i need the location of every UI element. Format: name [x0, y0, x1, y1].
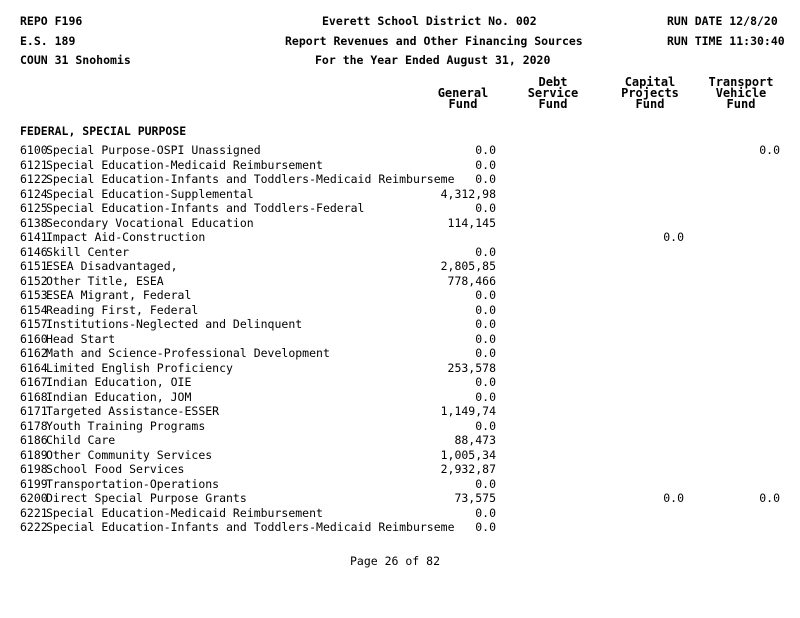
row-general-value: 0.0 — [475, 346, 496, 360]
row-code: 6189 — [20, 448, 48, 462]
row-code: 6198 — [20, 463, 48, 476]
row-general-value: 0.0 — [475, 505, 496, 520]
run-date: RUN DATE 12/8/20 — [667, 14, 778, 28]
row-code: 6141 — [20, 231, 48, 244]
row-code: 6146 — [20, 245, 48, 259]
row-code: 6151 — [20, 260, 48, 273]
row-general-value: 253,578 — [447, 360, 496, 375]
row-code: 6100 — [20, 144, 48, 157]
row-general-value: 73,575 — [454, 491, 496, 505]
row-description: Targeted Assistance-ESSER — [46, 404, 220, 418]
report-period: For the Year Ended August 31, 2020 — [315, 53, 551, 67]
row-general-value: 778,466 — [447, 273, 496, 288]
row-general-value: 0.0 — [475, 476, 496, 491]
report-title: Report Revenues and Other Financing Sources — [285, 34, 583, 48]
row-description: Special Education-Infants and Toddlers-Federal — [46, 201, 365, 215]
row-general-value: 0.0 — [475, 143, 496, 157]
row-description: Impact Aid-Construction — [46, 230, 206, 244]
row-description: Special Education-Infants and Toddlers-Medicaid Reimburseme — [46, 172, 455, 186]
section-title: FEDERAL, SPECIAL PURPOSE — [20, 124, 187, 138]
row-code: 6153 — [20, 289, 48, 302]
row-description: Other Title, ESEA — [46, 273, 164, 288]
row-general-value: 88,473 — [454, 433, 496, 447]
row-code: 6121 — [20, 158, 48, 172]
row-code: 6222 — [20, 521, 48, 534]
row-general-value: 2,805,85 — [440, 259, 496, 273]
row-description: Special Education-Medicaid Reimbursement — [46, 157, 323, 172]
row-code: 6164 — [20, 361, 48, 375]
county: COUN 31 Snohomis — [20, 53, 131, 67]
row-description: Youth Training Programs — [46, 418, 206, 433]
row-description: ESEA Migrant, Federal — [46, 288, 192, 302]
row-general-value: 0.0 — [475, 302, 496, 317]
row-description: Indian Education, JOM — [46, 389, 192, 404]
row-code: 6186 — [20, 434, 48, 447]
row-general-value: 0.0 — [475, 201, 496, 215]
row-code: 6152 — [20, 274, 48, 288]
row-general-value: 1,149,74 — [440, 404, 496, 418]
row-code: 6162 — [20, 347, 48, 360]
row-description: Institutions-Neglected and Delinquent — [46, 317, 303, 331]
row-general-value: 114,145 — [447, 215, 496, 230]
row-description: Special Education-Supplemental — [46, 186, 254, 201]
row-description: Reading First, Federal — [46, 302, 199, 317]
row-description: Skill Center — [46, 244, 130, 259]
col-transport-vehicle-fund: Transport Vehicle Fund — [708, 75, 774, 111]
row-description: Special Education-Medicaid Reimbursement — [46, 505, 323, 520]
row-description: Special Education-Infants and Toddlers-Medicaid Reimburseme — [46, 520, 455, 534]
row-general-value: 4,312,98 — [440, 186, 496, 201]
row-transport-value: 0.0 — [759, 491, 780, 505]
row-description: Transportation-Operations — [46, 476, 220, 491]
report-id: REPO F196 — [20, 14, 83, 28]
col-capital-projects-fund: Capital Projects Fund — [621, 75, 679, 111]
es-number: E.S. 189 — [20, 34, 76, 48]
row-description: Secondary Vocational Education — [46, 215, 254, 230]
row-code: 6178 — [20, 419, 48, 433]
row-description: Special Purpose-OSPI Unassigned — [46, 143, 261, 157]
row-description: Indian Education, OIE — [46, 375, 192, 389]
row-capital-value: 0.0 — [663, 491, 684, 505]
row-code: 6160 — [20, 332, 48, 346]
row-description: ESEA Disadvantaged, — [46, 259, 178, 273]
row-general-value: 0.0 — [475, 389, 496, 404]
row-description: Limited English Proficiency — [46, 360, 233, 375]
row-description: Direct Special Purpose Grants — [46, 491, 247, 505]
row-code: 6125 — [20, 202, 48, 215]
row-description: Head Start — [46, 331, 116, 346]
col-debt-service-fund: Debt Service Fund — [527, 75, 579, 111]
row-code: 6167 — [20, 376, 48, 389]
row-code: 6171 — [20, 405, 48, 418]
row-code: 6124 — [20, 187, 48, 201]
row-general-value: 0.0 — [475, 418, 496, 433]
row-code: 6221 — [20, 506, 48, 520]
row-transport-value: 0.0 — [759, 143, 780, 157]
row-general-value: 0.0 — [475, 157, 496, 172]
row-code: 6199 — [20, 477, 48, 491]
row-general-value: 0.0 — [475, 520, 496, 534]
page-number: Page 26 of 82 — [350, 554, 441, 568]
row-code: 6138 — [20, 216, 48, 230]
col-general-fund: General Fund — [437, 86, 489, 111]
row-description: Math and Science-Professional Development — [46, 346, 330, 360]
row-general-value: 0.0 — [475, 317, 496, 331]
row-code: 6122 — [20, 173, 48, 186]
row-general-value: 0.0 — [475, 244, 496, 259]
row-general-value: 0.0 — [475, 288, 496, 302]
row-general-value: 1,005,34 — [440, 447, 496, 462]
row-code: 6200 — [20, 492, 48, 505]
row-capital-value: 0.0 — [663, 230, 684, 244]
row-code: 6168 — [20, 390, 48, 404]
row-general-value: 2,932,87 — [440, 462, 496, 476]
row-general-value: 0.0 — [475, 331, 496, 346]
row-description: Other Community Services — [46, 447, 213, 462]
row-description: School Food Services — [46, 462, 185, 476]
row-description: Child Care — [46, 433, 116, 447]
run-time: RUN TIME 11:30:40 — [667, 34, 785, 48]
row-general-value: 0.0 — [475, 172, 496, 186]
district-name: Everett School District No. 002 — [322, 14, 537, 28]
row-general-value: 0.0 — [475, 375, 496, 389]
row-code: 6157 — [20, 318, 48, 331]
row-code: 6154 — [20, 303, 48, 317]
